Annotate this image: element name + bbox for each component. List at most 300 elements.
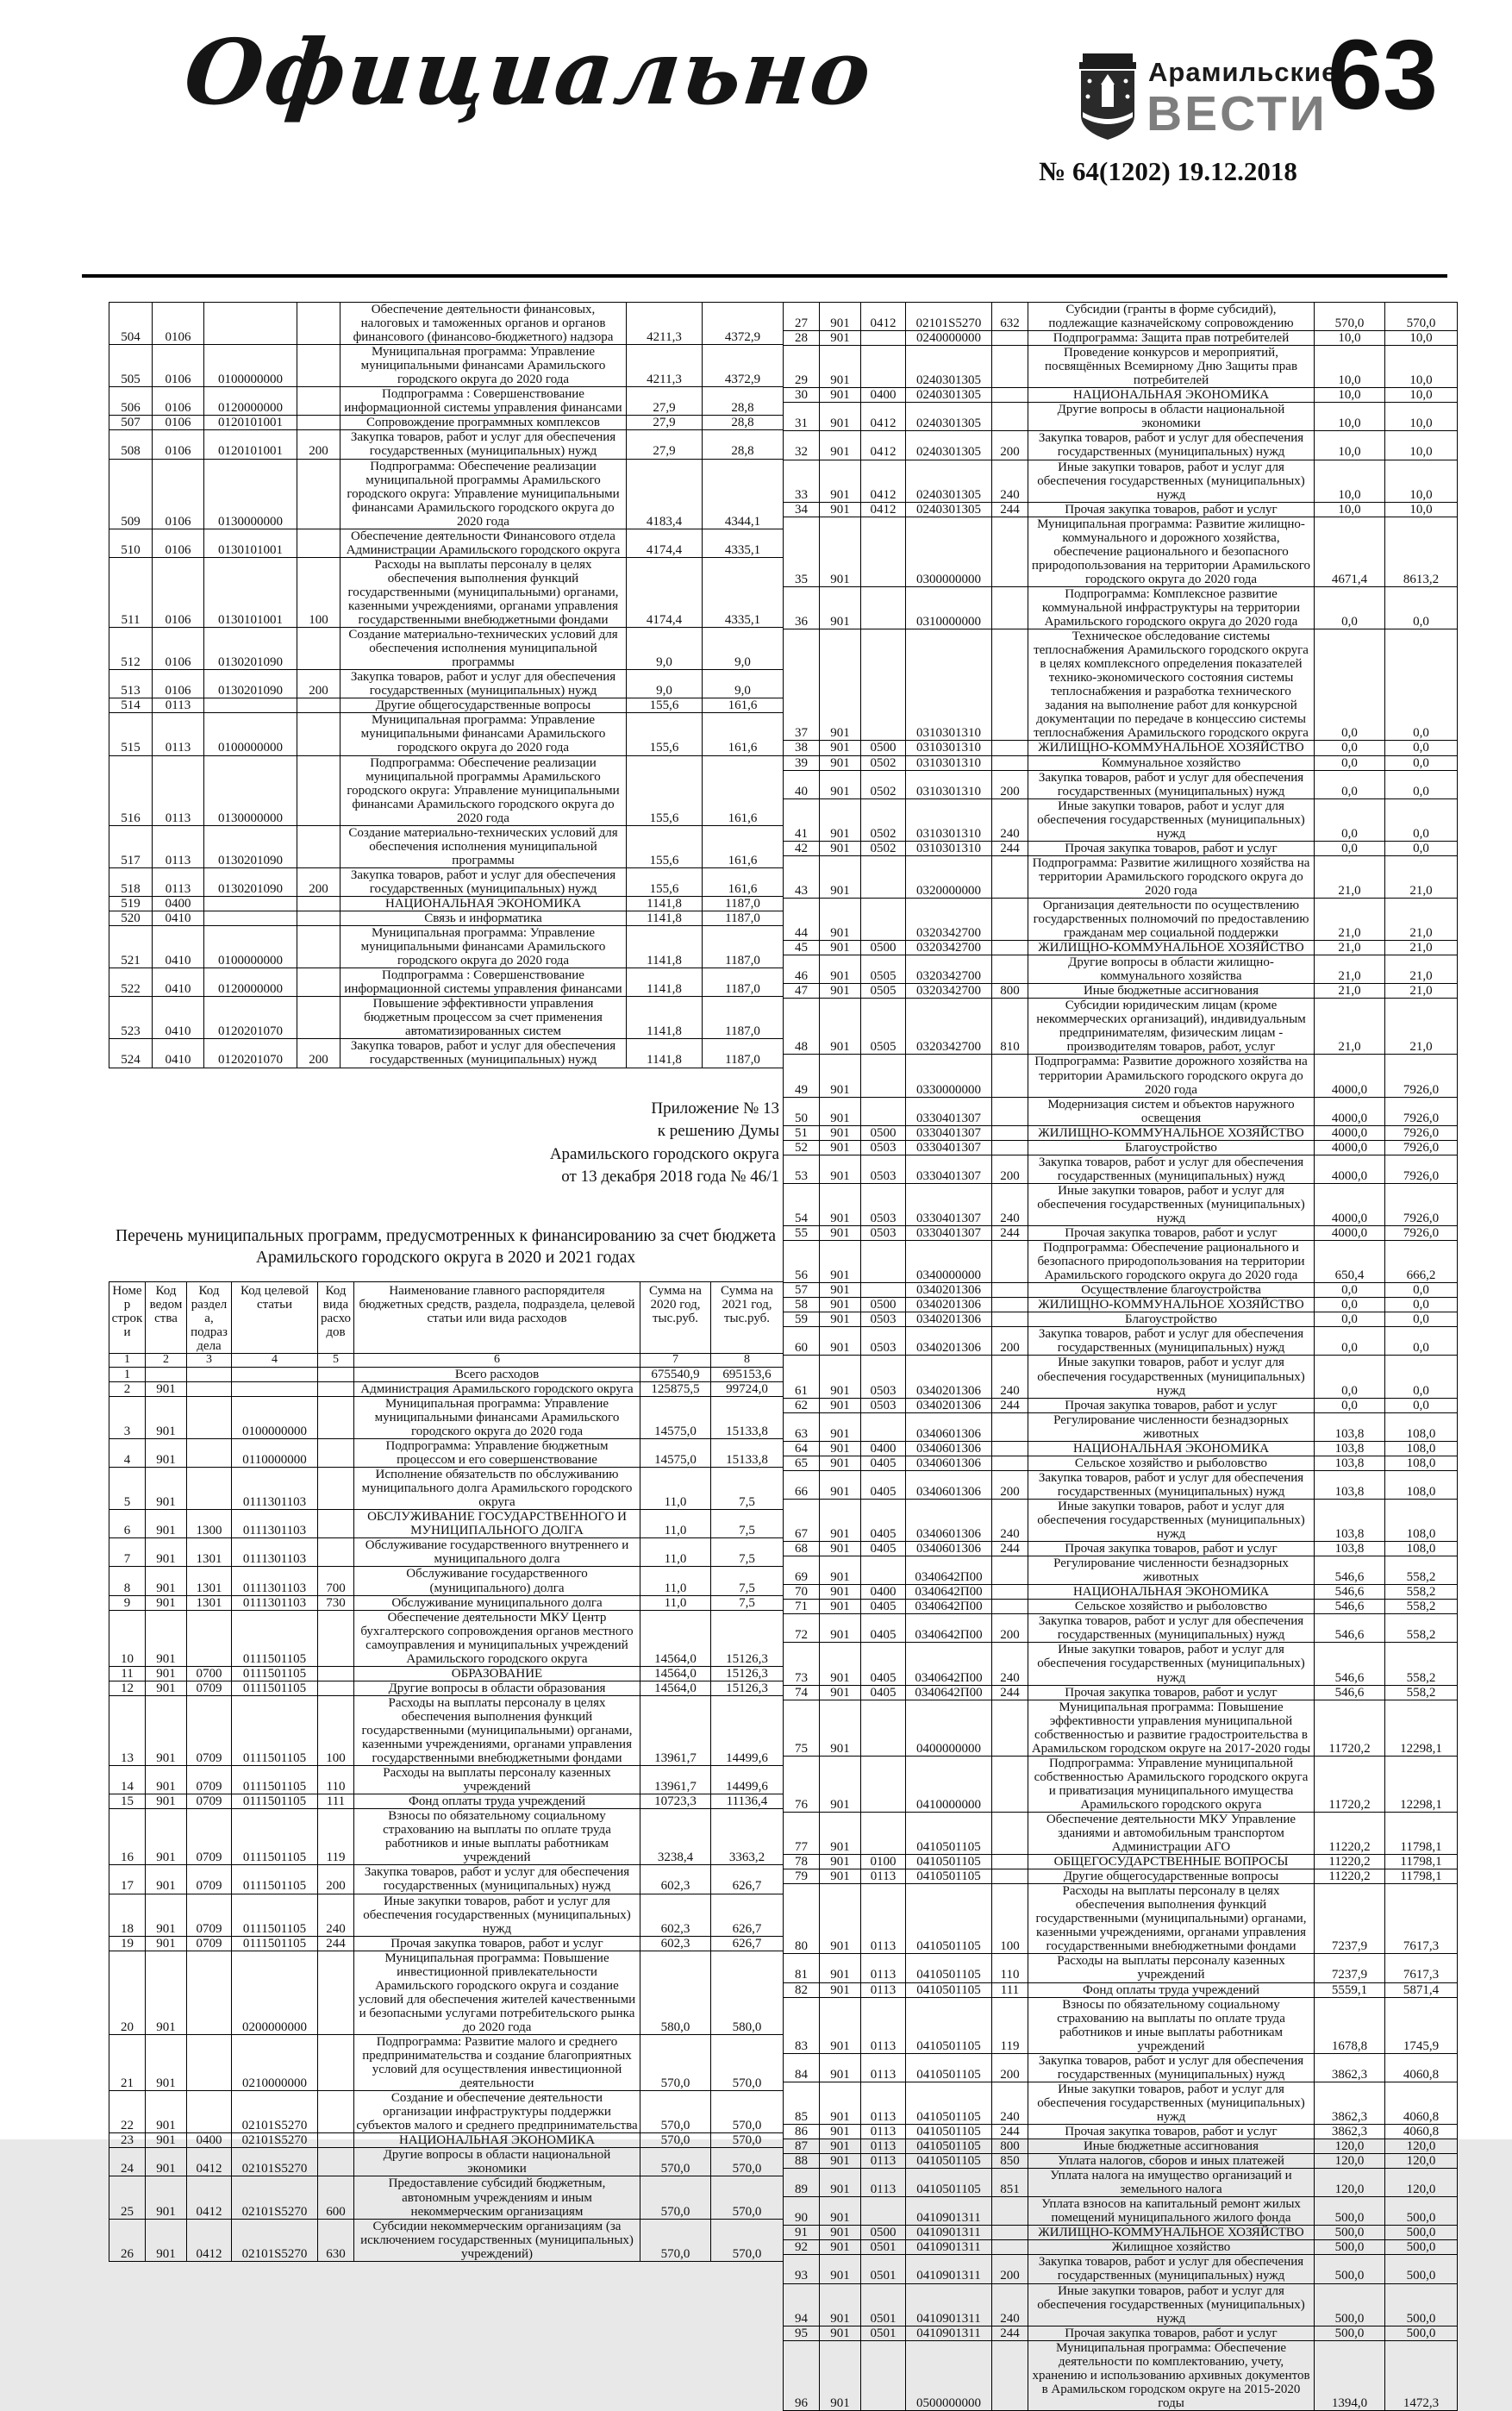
cell-sum-2021: 7,5 xyxy=(711,1567,784,1595)
cell-section-code: 0405 xyxy=(861,1643,906,1685)
cell-sum-2021: 108,0 xyxy=(1385,1412,1458,1441)
cell-row-number: 64 xyxy=(784,1441,820,1456)
cell-target-code: 0340601306 xyxy=(906,1412,992,1441)
cell-target-code: 0330401307 xyxy=(906,1140,992,1155)
table-row xyxy=(109,1766,784,1794)
cell-sum-2021: 8613,2 xyxy=(1385,517,1458,586)
cell-section-code: 0106 xyxy=(153,670,204,698)
cell-target-code: 0130201090 xyxy=(204,825,297,867)
cell-sum-2020: 11220,2 xyxy=(1315,1855,1385,1869)
cell-kind-code xyxy=(992,517,1028,586)
cell-section-code: 0500 xyxy=(861,741,906,755)
cell-target-code: 02101S5270 xyxy=(232,2176,318,2219)
cell-target-code: 0100000000 xyxy=(204,713,297,755)
cell-section-code: 0709 xyxy=(187,1936,232,1951)
cell-target-code: 0410501105 xyxy=(906,2082,992,2124)
cell-agency-code: 901 xyxy=(820,1685,861,1700)
cell-name: Иные закупки товаров, работ и услуг для обеспечения государственных (муниципальных) нужд xyxy=(1028,798,1315,841)
cell-section-code xyxy=(187,2035,232,2091)
cell-kind-code xyxy=(297,713,341,755)
cell-kind-code xyxy=(297,628,341,670)
cell-section-code: 0503 xyxy=(861,1140,906,1155)
cell-section-code xyxy=(187,1610,232,1666)
cell-agency-code: 901 xyxy=(820,1982,861,1997)
cell-row-number: 8 xyxy=(109,1567,146,1595)
cell-sum-2020: 13961,7 xyxy=(640,1695,711,1765)
cell-section-code: 0503 xyxy=(861,1327,906,1356)
cell-kind-code xyxy=(992,1312,1028,1327)
cell-section-code: 0412 xyxy=(861,460,906,502)
table-row xyxy=(784,1556,1458,1585)
cell-kind-code xyxy=(297,459,341,529)
cell-row-number: 82 xyxy=(784,1982,820,1997)
cell-agency-code: 901 xyxy=(820,2082,861,2124)
table-row xyxy=(784,984,1458,999)
cell-row-number: 35 xyxy=(784,517,820,586)
cell-name: Муниципальная программа: Обеспечение деятельности по комплектованию, учету, хранению и использованию архивных документов в Арамильском городском округе на 2015-2020 годы xyxy=(1028,2340,1315,2410)
cell-row-number: 62 xyxy=(784,1398,820,1412)
cell-sum-2020: 103,8 xyxy=(1315,1456,1385,1470)
cell-section-code: 0113 xyxy=(153,755,204,825)
cell-sum-2021: 570,0 xyxy=(711,2091,784,2133)
cell-kind-code xyxy=(992,629,1028,741)
cell-agency-code: 901 xyxy=(820,2139,861,2154)
cell-sum-2021: 7926,0 xyxy=(1385,1125,1458,1140)
cell-kind-code xyxy=(992,1125,1028,1140)
cell-sum-2020: 27,9 xyxy=(627,416,703,430)
table-row xyxy=(784,741,1458,755)
table-row xyxy=(109,1367,784,1381)
cell-agency-code: 901 xyxy=(820,403,861,431)
table-row xyxy=(784,303,1458,331)
cell-sum-2021: 558,2 xyxy=(1385,1556,1458,1585)
cell-sum-2021: 7,5 xyxy=(711,1595,784,1610)
cell-name: НАЦИОНАЛЬНАЯ ЭКОНОМИКА xyxy=(1028,388,1315,403)
cell-section-code: 0412 xyxy=(861,502,906,517)
cell-section-code: 0113 xyxy=(861,1869,906,1884)
cell-sum-2021: 558,2 xyxy=(1385,1600,1458,1614)
cell-row-number: 96 xyxy=(784,2340,820,2410)
cell-sum-2021: 4372,9 xyxy=(703,345,784,387)
cell-sum-2020: 11220,2 xyxy=(1315,1812,1385,1854)
cell-agency-code: 901 xyxy=(146,1396,187,1438)
cell-sum-2021: 15126,3 xyxy=(711,1681,784,1695)
cell-sum-2021: 0,0 xyxy=(1385,798,1458,841)
cell-section-code: 0501 xyxy=(861,2326,906,2340)
cell-agency-code: 901 xyxy=(820,1884,861,1954)
cell-target-code xyxy=(204,911,297,926)
cell-target-code: 0100000000 xyxy=(232,1396,318,1438)
cell-row-number: 509 xyxy=(109,459,153,529)
cell-target-code: 0240301305 xyxy=(906,388,992,403)
cell-section-code: 1300 xyxy=(187,1510,232,1538)
cell-target-code: 0320342700 xyxy=(906,898,992,940)
cell-agency-code: 901 xyxy=(146,1538,187,1567)
cell-sum-2021: 11798,1 xyxy=(1385,1869,1458,1884)
cell-sum-2021: 10,0 xyxy=(1385,502,1458,517)
cell-kind-code: 200 xyxy=(992,2053,1028,2082)
cell-kind-code: 600 xyxy=(318,2176,354,2219)
cell-name: Подпрограмма: Управление бюджетным процессом и его совершенствование xyxy=(354,1439,640,1468)
cell-name: Расходы на выплаты персоналу казенных учреждений xyxy=(1028,1954,1315,1982)
cell-row-number: 52 xyxy=(784,1140,820,1155)
table-row xyxy=(784,517,1458,586)
cell-kind-code xyxy=(992,1097,1028,1125)
cell-row-number: 37 xyxy=(784,629,820,741)
cell-target-code: 02101S5270 xyxy=(232,2148,318,2176)
cell-name: Иные закупки товаров, работ и услуг для обеспечения государственных (муниципальных) нужд xyxy=(1028,1499,1315,1541)
cell-section-code: 0412 xyxy=(187,2148,232,2176)
masthead-rule xyxy=(82,274,1447,278)
cell-kind-code xyxy=(992,741,1028,755)
cell-row-number: 26 xyxy=(109,2219,146,2261)
cell-sum-2020: 10,0 xyxy=(1315,403,1385,431)
cell-sum-2020: 10723,3 xyxy=(640,1794,711,1809)
cell-kind-code xyxy=(297,345,341,387)
table-row xyxy=(784,1055,1458,1097)
cell-row-number: 73 xyxy=(784,1643,820,1685)
cell-name: Другие вопросы в области национальной экономики xyxy=(354,2148,640,2176)
cell-row-number: 94 xyxy=(784,2283,820,2326)
cell-section-code: 0113 xyxy=(861,2082,906,2124)
cell-target-code: 0310301310 xyxy=(906,629,992,741)
cell-sum-2021: 108,0 xyxy=(1385,1499,1458,1541)
cell-agency-code: 901 xyxy=(820,1756,861,1812)
cell-target-code: 0130101001 xyxy=(204,557,297,627)
cell-sum-2021: 1187,0 xyxy=(703,926,784,968)
cell-section-code: 0503 xyxy=(861,1226,906,1241)
cell-sum-2020: 5559,1 xyxy=(1315,1982,1385,1997)
cell-target-code: 0340201306 xyxy=(906,1283,992,1298)
cell-sum-2021: 7926,0 xyxy=(1385,1055,1458,1097)
cell-sum-2020: 500,0 xyxy=(1315,2240,1385,2255)
cell-row-number: 9 xyxy=(109,1595,146,1610)
col-number: 7 xyxy=(640,1353,711,1367)
cell-target-code: 0340642П00 xyxy=(906,1685,992,1700)
cell-agency-code: 901 xyxy=(146,2176,187,2219)
cell-sum-2021: 1187,0 xyxy=(703,968,784,997)
cell-kind-code xyxy=(992,2340,1028,2410)
cell-sum-2020: 500,0 xyxy=(1315,2255,1385,2283)
cell-kind-code: 111 xyxy=(318,1794,354,1809)
cell-sum-2021: 626,7 xyxy=(711,1865,784,1894)
cell-kind-code: 110 xyxy=(318,1766,354,1794)
cell-agency-code: 901 xyxy=(146,1567,187,1595)
newspaper-name-top: Арамильские xyxy=(1148,57,1338,87)
cell-name: Модернизация систем и объектов наружного освещения xyxy=(1028,1097,1315,1125)
cell-target-code: 0330401307 xyxy=(906,1155,992,1183)
cell-agency-code: 901 xyxy=(820,1470,861,1499)
table-row xyxy=(109,1510,784,1538)
table-row xyxy=(109,1794,784,1809)
table-row xyxy=(784,403,1458,431)
table-row xyxy=(109,1936,784,1951)
cell-sum-2021: 4372,9 xyxy=(703,303,784,345)
cell-section-code: 0500 xyxy=(861,941,906,955)
cell-kind-code: 200 xyxy=(297,1039,341,1068)
table-row xyxy=(784,2340,1458,2410)
cell-kind-code: 244 xyxy=(992,2125,1028,2139)
cell-name: Иные бюджетные ассигнования xyxy=(1028,2139,1315,2154)
col-number: 4 xyxy=(232,1353,318,1367)
cell-row-number: 17 xyxy=(109,1865,146,1894)
table-row xyxy=(784,1327,1458,1356)
cell-section-code: 0113 xyxy=(153,867,204,896)
cell-section-code: 0410 xyxy=(153,968,204,997)
cell-sum-2020: 0,0 xyxy=(1315,755,1385,770)
cell-sum-2021: 7617,3 xyxy=(1385,1884,1458,1954)
cell-name: Прочая закупка товаров, работ и услуг xyxy=(354,1936,640,1951)
cell-sum-2020: 11,0 xyxy=(640,1510,711,1538)
cell-sum-2021: 28,8 xyxy=(703,430,784,459)
cell-kind-code: 244 xyxy=(318,1936,354,1951)
cell-target-code: 0100000000 xyxy=(204,345,297,387)
cell-target-code: 0130201090 xyxy=(204,628,297,670)
cell-section-code: 0503 xyxy=(861,1398,906,1412)
table-row xyxy=(109,1894,784,1936)
cell-name: Фонд оплаты труда учреждений xyxy=(1028,1982,1315,1997)
table-row xyxy=(784,1183,1458,1225)
cell-kind-code xyxy=(992,1869,1028,1884)
cell-target-code: 0410501105 xyxy=(906,1855,992,1869)
cell-target-code: 0340601306 xyxy=(906,1470,992,1499)
cell-sum-2021: 7,5 xyxy=(711,1510,784,1538)
cell-agency-code: 901 xyxy=(820,1140,861,1155)
cell-section-code xyxy=(861,2340,906,2410)
cell-sum-2020: 120,0 xyxy=(1315,2139,1385,2154)
cell-row-number: 75 xyxy=(784,1700,820,1756)
table-row xyxy=(784,2255,1458,2283)
cell-sum-2021: 570,0 xyxy=(711,2176,784,2219)
cell-kind-code: 110 xyxy=(992,1954,1028,1982)
col-header-sum-2020: Сумма на 2020 год, тыс.руб. xyxy=(640,1281,711,1353)
cell-agency-code: 901 xyxy=(820,1183,861,1225)
cell-agency-code: 901 xyxy=(820,1283,861,1298)
cell-target-code: 0340601306 xyxy=(906,1542,992,1556)
cell-name: Подпрограмма: Развитие дорожного хозяйства на территории Арамильского городского округа до 2020 года xyxy=(1028,1055,1315,1097)
cell-sum-2020: 1678,8 xyxy=(1315,1997,1385,2053)
cell-sum-2021: 558,2 xyxy=(1385,1643,1458,1685)
cell-agency-code: 901 xyxy=(820,2226,861,2240)
cell-target-code: 0340601306 xyxy=(906,1456,992,1470)
cell-sum-2021: 1472,3 xyxy=(1385,2340,1458,2410)
cell-row-number: 7 xyxy=(109,1538,146,1567)
table-row xyxy=(109,628,784,670)
cell-sum-2021: 4060,8 xyxy=(1385,2125,1458,2139)
cell-name: Подпрограмма: Защита прав потребителей xyxy=(1028,331,1315,346)
cell-agency-code: 901 xyxy=(146,1951,187,2034)
cell-target-code: 0410901311 xyxy=(906,2197,992,2226)
cell-kind-code: 240 xyxy=(992,1183,1028,1225)
cell-name: Администрация Арамильского городского округа xyxy=(354,1381,640,1396)
cell-name: ОБРАЗОВАНИЕ xyxy=(354,1666,640,1681)
cell-sum-2021: 1745,9 xyxy=(1385,1997,1458,2053)
cell-target-code: 0240301305 xyxy=(906,502,992,517)
cell-name: Фонд оплаты труда учреждений xyxy=(354,1794,640,1809)
cell-sum-2020: 155,6 xyxy=(627,713,703,755)
cell-row-number: 67 xyxy=(784,1499,820,1541)
cell-sum-2021: 1187,0 xyxy=(703,911,784,926)
cell-kind-code: 244 xyxy=(992,2326,1028,2340)
annex-line: Арамильского городского округа xyxy=(549,1144,779,1163)
cell-target-code: 0120201070 xyxy=(204,1039,297,1068)
cell-kind-code xyxy=(297,896,341,911)
cell-name: Субсидии некоммерческим организациям (за исключением государственных (муниципальных) учреждений) xyxy=(354,2219,640,2261)
table-row xyxy=(109,2176,784,2219)
cell-section-code: 0113 xyxy=(861,2169,906,2197)
cell-sum-2021: 9,0 xyxy=(703,628,784,670)
cell-kind-code xyxy=(992,2240,1028,2255)
cell-section-code: 0503 xyxy=(861,1312,906,1327)
cell-kind-code xyxy=(992,388,1028,403)
table-row xyxy=(784,1441,1458,1456)
cell-section-code: 0500 xyxy=(861,1298,906,1312)
cell-sum-2020: 9,0 xyxy=(627,628,703,670)
cell-agency-code: 901 xyxy=(820,1226,861,1241)
cell-section-code: 0400 xyxy=(187,2133,232,2148)
cell-row-number: 84 xyxy=(784,2053,820,2082)
cell-row-number: 46 xyxy=(784,955,820,984)
cell-name: Прочая закупка товаров, работ и услуг xyxy=(1028,841,1315,855)
cell-kind-code xyxy=(992,1140,1028,1155)
cell-row-number: 507 xyxy=(109,416,153,430)
cell-section-code: 0410 xyxy=(153,997,204,1039)
cell-section-code: 0412 xyxy=(187,2176,232,2219)
cell-row-number: 81 xyxy=(784,1954,820,1982)
cell-sum-2021: 0,0 xyxy=(1385,629,1458,741)
cell-kind-code xyxy=(992,2197,1028,2226)
cell-row-number: 12 xyxy=(109,1681,146,1695)
cell-name: ЖИЛИЩНО-КОММУНАЛЬНОЕ ХОЗЯЙСТВО xyxy=(1028,941,1315,955)
cell-sum-2021: 0,0 xyxy=(1385,1356,1458,1398)
cell-section-code: 0709 xyxy=(187,1766,232,1794)
cell-kind-code xyxy=(992,1756,1028,1812)
cell-sum-2021: 626,7 xyxy=(711,1894,784,1936)
cell-agency-code: 901 xyxy=(820,2326,861,2340)
annex-line: к решению Думы xyxy=(657,1122,779,1141)
cell-kind-code xyxy=(992,2226,1028,2240)
cell-target-code: 0410901311 xyxy=(906,2240,992,2255)
cell-target-code: 0410501105 xyxy=(906,1997,992,2053)
cell-section-code xyxy=(861,2197,906,2226)
cell-name: Подпрограмма: Обеспечение реализации муниципальной программы Арамильского городского округа: Управление муниципальными финансами Арамильского городского округа до 2020 года xyxy=(341,459,627,529)
programs-table-title: Перечень муниципальных программ, предусмотренных к финансированию за счет бюджета Арамильского городского округа в 2020 и 2021 годах xyxy=(116,1226,776,1268)
cell-sum-2020: 3862,3 xyxy=(1315,2125,1385,2139)
cell-target-code: 0111501105 xyxy=(232,1610,318,1666)
cell-kind-code: 800 xyxy=(992,984,1028,999)
cell-section-code xyxy=(861,1556,906,1585)
cell-kind-code xyxy=(992,1055,1028,1097)
table-row xyxy=(784,755,1458,770)
cell-row-number: 63 xyxy=(784,1412,820,1441)
cell-kind-code xyxy=(297,698,341,713)
cell-row-number: 2 xyxy=(109,1381,146,1396)
cell-section-code: 0503 xyxy=(861,1155,906,1183)
cell-target-code: 0111501105 xyxy=(232,1695,318,1765)
table-row xyxy=(784,1869,1458,1884)
cell-sum-2021: 0,0 xyxy=(1385,586,1458,629)
cell-row-number: 39 xyxy=(784,755,820,770)
cell-name: Закупка товаров, работ и услуг для обеспечения государственных (муниципальных) нужд xyxy=(1028,770,1315,798)
cell-name: Прочая закупка товаров, работ и услуг xyxy=(1028,1685,1315,1700)
cell-name: Иные закупки товаров, работ и услуг для обеспечения государственных (муниципальных) нужд xyxy=(354,1894,640,1936)
cell-name: Другие вопросы в области национальной экономики xyxy=(1028,403,1315,431)
table-row xyxy=(784,1356,1458,1398)
cell-section-code: 0502 xyxy=(861,841,906,855)
table-row xyxy=(784,1685,1458,1700)
cell-name: Обслуживание государственного внутреннего и муниципального долга xyxy=(354,1538,640,1567)
cell-target-code: 0340601306 xyxy=(906,1441,992,1456)
cell-name: НАЦИОНАЛЬНАЯ ЭКОНОМИКА xyxy=(1028,1441,1315,1456)
cell-section-code: 0412 xyxy=(861,303,906,331)
cell-name: НАЦИОНАЛЬНАЯ ЭКОНОМИКА xyxy=(1028,1585,1315,1600)
cell-target-code xyxy=(232,1381,318,1396)
cell-sum-2020: 0,0 xyxy=(1315,1327,1385,1356)
table-row xyxy=(109,968,784,997)
cell-target-code: 0111501105 xyxy=(232,1809,318,1865)
cell-section-code: 0700 xyxy=(187,1666,232,1681)
cell-target-code: 0340601306 xyxy=(906,1499,992,1541)
cell-row-number: 518 xyxy=(109,867,153,896)
cell-name: Подпрограмма: Развитие малого и среднего предпринимательства и создание благоприятных условий для осуществления инвестиционной деятельности xyxy=(354,2035,640,2091)
cell-section-code: 0113 xyxy=(153,698,204,713)
cell-sum-2020: 120,0 xyxy=(1315,2154,1385,2169)
cell-row-number: 516 xyxy=(109,755,153,825)
cell-sum-2021: 558,2 xyxy=(1385,1685,1458,1700)
cell-section-code: 0709 xyxy=(187,1809,232,1865)
cell-kind-code: 111 xyxy=(992,1982,1028,1997)
cell-section-code: 0709 xyxy=(187,1865,232,1894)
cell-section-code: 0113 xyxy=(861,1884,906,1954)
table-row xyxy=(784,1997,1458,2053)
cell-sum-2020: 155,6 xyxy=(627,755,703,825)
col-header-agency-code: Код ведомства xyxy=(146,1281,187,1353)
cell-name: Исполнение обязательств по обслуживанию муниципального долга Арамильского городского округа xyxy=(354,1468,640,1510)
cell-target-code: 0410501105 xyxy=(906,2053,992,2082)
table-row xyxy=(109,1951,784,2034)
cell-sum-2021: 0,0 xyxy=(1385,741,1458,755)
cell-sum-2020: 1141,8 xyxy=(627,911,703,926)
cell-agency-code: 901 xyxy=(820,1643,861,1685)
cell-kind-code: 800 xyxy=(992,2139,1028,2154)
cell-section-code: 0405 xyxy=(861,1600,906,1614)
issue-date-line: № 64(1202) 19.12.2018 xyxy=(1039,156,1297,186)
cell-sum-2020: 11720,2 xyxy=(1315,1756,1385,1812)
cell-kind-code: 200 xyxy=(992,770,1028,798)
cell-kind-code xyxy=(318,1367,354,1381)
cell-sum-2021: 10,0 xyxy=(1385,460,1458,502)
cell-name: Прочая закупка товаров, работ и услуг xyxy=(1028,1398,1315,1412)
col-number: 5 xyxy=(318,1353,354,1367)
page-number: 63 xyxy=(1328,20,1438,130)
cell-row-number: 519 xyxy=(109,896,153,911)
cell-sum-2020: 0,0 xyxy=(1315,1356,1385,1398)
annex-line: Приложение № 13 xyxy=(651,1099,779,1118)
table-row xyxy=(784,2326,1458,2340)
cell-row-number: 65 xyxy=(784,1456,820,1470)
cell-sum-2021: 7,5 xyxy=(711,1538,784,1567)
cell-sum-2020: 14564,0 xyxy=(640,1681,711,1695)
cell-sum-2020: 14564,0 xyxy=(640,1610,711,1666)
cell-agency-code: 901 xyxy=(146,1695,187,1765)
cell-section-code xyxy=(861,346,906,388)
cell-name: Муниципальная программа: Повышение эффективности управления муниципальной собственностью и развитие градостроительства в Арамильском городском округе на 2017-2020 годы xyxy=(1028,1700,1315,1756)
cell-name: Муниципальная программа: Повышение инвестиционной привлекательности Арамильского городского округа и создание условий для обеспечения жителей качественными и безопасными услугами потребительского рынка до 2020 года xyxy=(354,1951,640,2034)
cell-section-code: 0106 xyxy=(153,387,204,416)
cell-row-number: 522 xyxy=(109,968,153,997)
cell-sum-2020: 0,0 xyxy=(1315,1298,1385,1312)
cell-sum-2021: 14499,6 xyxy=(711,1695,784,1765)
